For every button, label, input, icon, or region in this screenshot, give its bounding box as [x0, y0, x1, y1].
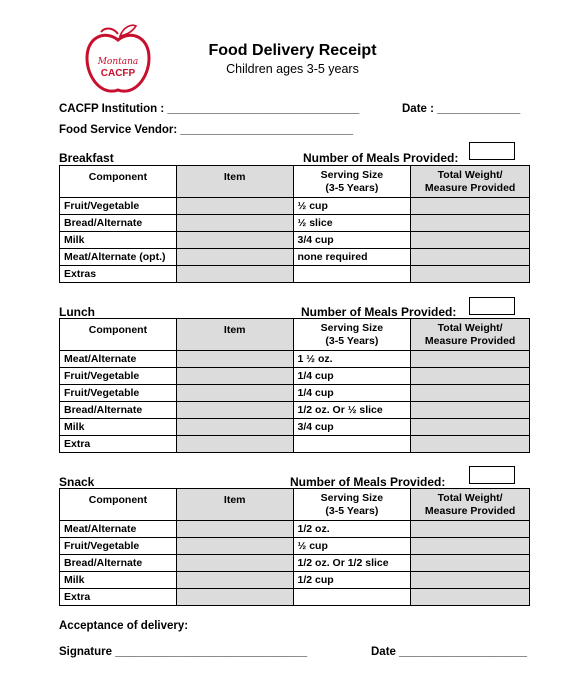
breakfast-meals-label: Number of Meals Provided:: [303, 151, 459, 165]
serving-cell: [293, 436, 411, 453]
table-row: [60, 249, 530, 266]
logo-line2: CACFP: [100, 68, 136, 79]
table-row: [60, 385, 530, 402]
serving-cell: 1/2 oz. Or ½ slice: [293, 402, 411, 419]
table-row: [60, 572, 530, 589]
serving-cell: 1/2 cup: [293, 572, 411, 589]
column-header-item: Item: [176, 319, 293, 351]
serving-cell: 1/2 oz. Or 1/2 slice: [293, 555, 411, 572]
serving-cell: [293, 266, 411, 283]
item-cell[interactable]: [176, 402, 293, 419]
item-cell[interactable]: [176, 215, 293, 232]
total-cell[interactable]: [411, 572, 530, 589]
serving-cell: ½ slice: [293, 215, 411, 232]
table-row: [60, 589, 530, 606]
total-cell[interactable]: [411, 232, 530, 249]
total-cell[interactable]: [411, 555, 530, 572]
table-row: [60, 215, 530, 232]
table-row: [60, 521, 530, 538]
item-cell[interactable]: [176, 555, 293, 572]
component-cell: Extra: [60, 436, 177, 453]
serving-cell: 1/4 cup: [293, 368, 411, 385]
item-cell[interactable]: [176, 232, 293, 249]
vendor-field[interactable]: Food Service Vendor: ___________________________: [59, 124, 354, 136]
column-header-serving: Serving Size (3-5 Years): [293, 489, 411, 521]
component-cell: Milk: [60, 572, 177, 589]
montana-cacfp-apple-logo: [84, 20, 152, 100]
column-header-component: Component: [60, 166, 177, 198]
institution-field[interactable]: CACFP Institution : ______________________________: [59, 103, 360, 115]
serving-cell: ½ cup: [293, 198, 411, 215]
column-header-serving: Serving Size (3-5 Years): [293, 319, 411, 351]
lunch-meals-label: Number of Meals Provided:: [301, 305, 457, 319]
column-header-total: Total Weight/ Measure Provided: [411, 489, 530, 521]
item-cell[interactable]: [176, 351, 293, 368]
column-header-total: Total Weight/ Measure Provided: [411, 319, 530, 351]
breakfast-table: [59, 165, 530, 283]
total-cell[interactable]: [411, 215, 530, 232]
signature-date-field[interactable]: Date ____________________: [371, 646, 528, 658]
lunch-meals-input[interactable]: [469, 297, 515, 315]
serving-cell: 3/4 cup: [293, 232, 411, 249]
component-cell: Meat/Alternate: [60, 521, 177, 538]
acceptance-label: Acceptance of delivery:: [59, 620, 189, 632]
total-cell[interactable]: [411, 385, 530, 402]
total-cell[interactable]: [411, 368, 530, 385]
component-cell: Extra: [60, 589, 177, 606]
item-cell[interactable]: [176, 572, 293, 589]
table-row: [60, 436, 530, 453]
breakfast-label: Breakfast: [59, 151, 114, 165]
total-cell[interactable]: [411, 589, 530, 606]
item-cell[interactable]: [176, 538, 293, 555]
serving-cell: 1/4 cup: [293, 385, 411, 402]
component-cell: Fruit/Vegetable: [60, 198, 177, 215]
table-row: [60, 555, 530, 572]
document-title: Food Delivery Receipt: [208, 42, 377, 59]
total-cell[interactable]: [411, 198, 530, 215]
lunch-table: [59, 318, 530, 453]
date-field[interactable]: Date : _____________: [402, 103, 521, 115]
serving-cell: 1/2 oz.: [293, 521, 411, 538]
column-header-total: Total Weight/ Measure Provided: [411, 166, 530, 198]
snack-label: Snack: [59, 475, 95, 489]
document-subtitle: Children ages 3-5 years: [226, 62, 359, 76]
total-cell[interactable]: [411, 419, 530, 436]
component-cell: Fruit/Vegetable: [60, 538, 177, 555]
item-cell[interactable]: [176, 368, 293, 385]
component-cell: Extras: [60, 266, 177, 283]
column-header-item: Item: [176, 489, 293, 521]
item-cell[interactable]: [176, 521, 293, 538]
table-row: [60, 402, 530, 419]
total-cell[interactable]: [411, 538, 530, 555]
table-row: [60, 266, 530, 283]
item-cell[interactable]: [176, 589, 293, 606]
component-cell: Bread/Alternate: [60, 402, 177, 419]
table-row: [60, 232, 530, 249]
serving-cell: ½ cup: [293, 538, 411, 555]
total-cell[interactable]: [411, 521, 530, 538]
serving-cell: 3/4 cup: [293, 419, 411, 436]
column-header-component: Component: [60, 489, 177, 521]
column-header-component: Component: [60, 319, 177, 351]
item-cell[interactable]: [176, 419, 293, 436]
snack-meals-input[interactable]: [469, 466, 515, 484]
column-header-item: Item: [176, 166, 293, 198]
total-cell[interactable]: [411, 266, 530, 283]
total-cell[interactable]: [411, 436, 530, 453]
column-header-serving: Serving Size (3-5 Years): [293, 166, 411, 198]
item-cell[interactable]: [176, 266, 293, 283]
component-cell: Meat/Alternate: [60, 351, 177, 368]
serving-cell: 1 ½ oz.: [293, 351, 411, 368]
table-row: [60, 351, 530, 368]
signature-field[interactable]: Signature ______________________________: [59, 646, 308, 658]
table-row: [60, 198, 530, 215]
total-cell[interactable]: [411, 351, 530, 368]
item-cell[interactable]: [176, 385, 293, 402]
component-cell: Meat/Alternate (opt.): [60, 249, 177, 266]
total-cell[interactable]: [411, 402, 530, 419]
snack-table: [59, 488, 530, 606]
lunch-label: Lunch: [59, 305, 95, 319]
component-cell: Milk: [60, 419, 177, 436]
component-cell: Fruit/Vegetable: [60, 368, 177, 385]
item-cell[interactable]: [176, 249, 293, 266]
component-cell: Bread/Alternate: [60, 555, 177, 572]
item-cell[interactable]: [176, 198, 293, 215]
table-row: [60, 419, 530, 436]
serving-cell: none required: [293, 249, 411, 266]
component-cell: Milk: [60, 232, 177, 249]
breakfast-meals-input[interactable]: [469, 142, 515, 160]
total-cell[interactable]: [411, 249, 530, 266]
component-cell: Fruit/Vegetable: [60, 385, 177, 402]
logo-line1: Montana: [97, 57, 139, 67]
serving-cell: [293, 589, 411, 606]
table-row: [60, 368, 530, 385]
item-cell[interactable]: [176, 436, 293, 453]
component-cell: Bread/Alternate: [60, 215, 177, 232]
snack-meals-label: Number of Meals Provided:: [290, 475, 446, 489]
table-row: [60, 538, 530, 555]
